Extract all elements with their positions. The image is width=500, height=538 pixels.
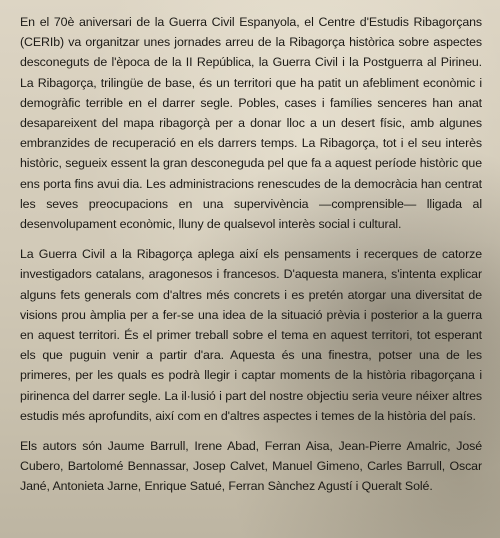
paragraph-book-description: La Guerra Civil a la Ribagorça aplega així els pensaments i recerques de catorze investigadors catalans, aragonesos i francesos. D'aquesta manera, s'intenta explicar alguns fets generals com d'altres més concrets i es pretén atorgar una diversitat de visions prou àmplia per a fer-se una idea de la situació prèvia i posterior a la guerra en aquest territori. És el primer treball sobre el tema en aquest territori, tot esperant els que puguin venir a partir d'ara. Aquesta és una finestra, potser una de les primeres, per les quals es podrà llegir i captar moments de la història ribagorçana i pirinenca del darrer segle. La il·lusió i part del nostre objectiu seria veure néixer altres estudis més aprofundits, així com en d'altres aspectes i temes de la història del país. — [20, 247, 482, 423]
blurb-text — [20, 12, 482, 497]
paragraph-intro: En el 70è aniversari de la Guerra Civil Espanyola, el Centre d'Estudis Ribagorçans (CERIb) va organitzar unes jornades arreu de la Ribagorça històrica sobre aspectes desconeguts de l'època de la II República, la Guerra Civil i la Postguerra al Pirineu. La Ribagorça, trilingüe de base, és un territori que ha patit un afebliment econòmic i demogràfic terrible en el darrer segle. Pobles, cases i famílies senceres han anat desapareixent del mapa ribagorçà per a donar lloc a un desert físic, amb algunes embranzides de recuperació en els darrers temps. La Ribagorça, tot i el seu interès històric, segueix essent la gran desconeguda pel que fa a aquest període històric que ens porta fins avui dia. Les administracions renescudes de la democràcia han centrat les seves preocupacions en una supervivència —comprensible— lligada al desenvolupament econòmic, lluny de qualsevol interès social i cultural. — [20, 15, 482, 232]
paragraph-authors: Els autors són Jaume Barrull, Irene Abad, Ferran Aisa, Jean-Pierre Amalric, José Cubero, Bartolomé Bennassar, Josep Calvet, Manuel Gimeno, Carles Barrull, Oscar Jané, Antonieta Jarne, Enrique Satué, Ferran Sànchez Agustí i Queralt Solé. — [20, 439, 482, 494]
